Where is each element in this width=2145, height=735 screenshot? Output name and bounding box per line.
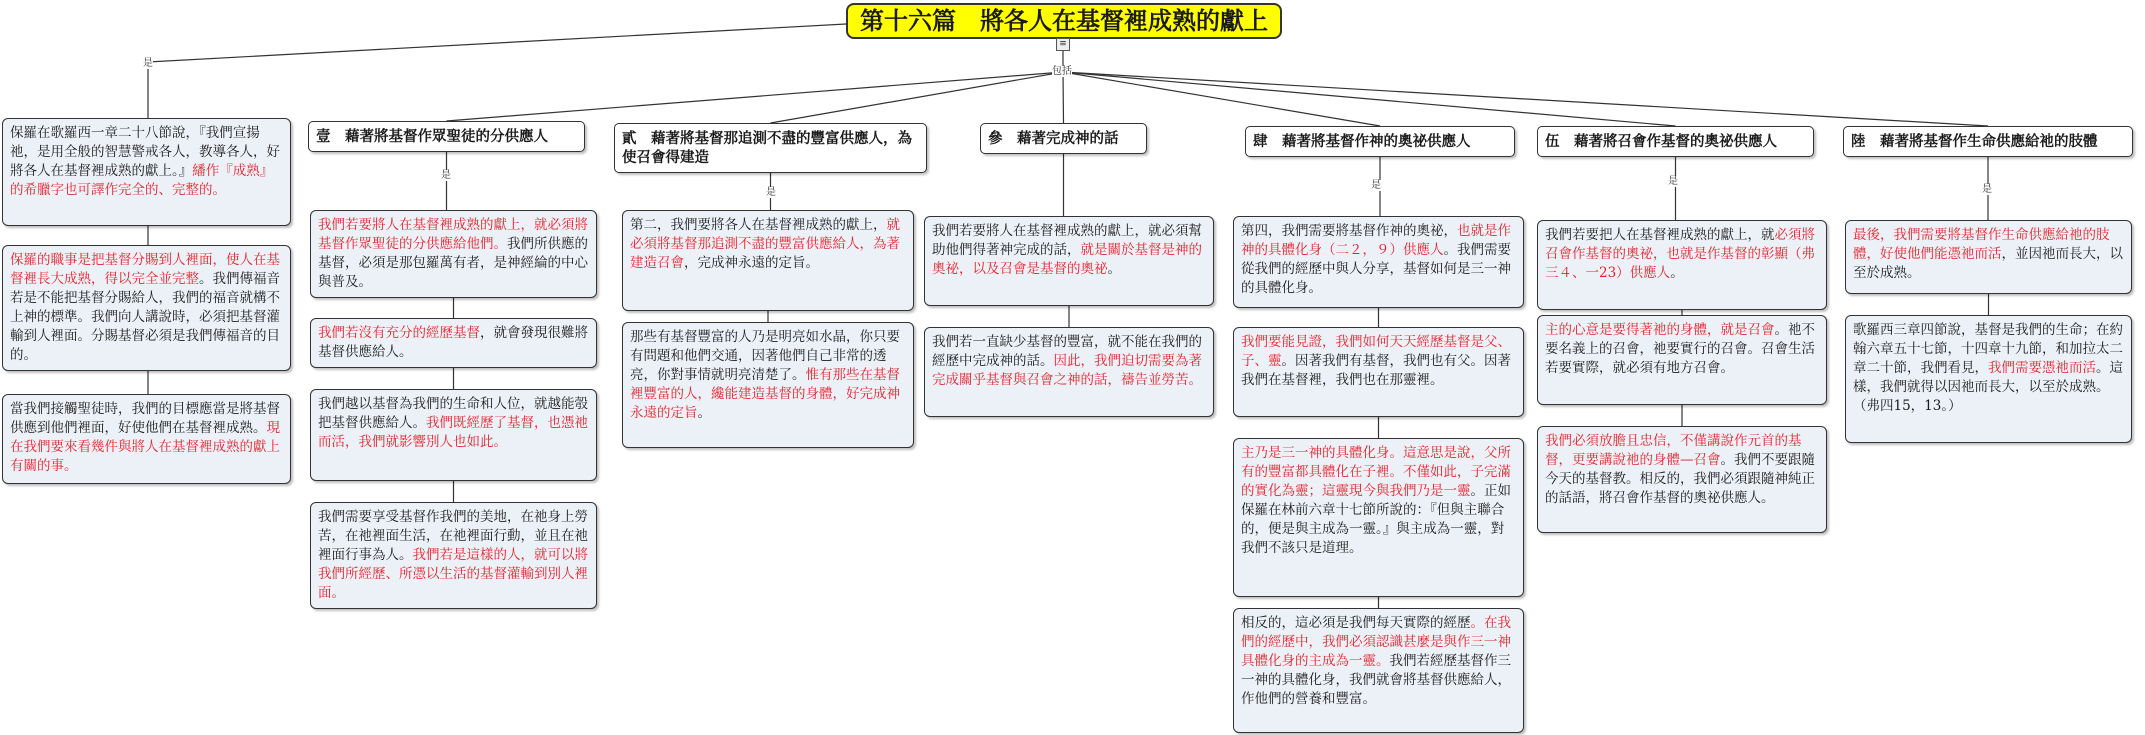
text-segment: ，就會發現很難將基督供應給人。 (318, 325, 588, 360)
text-segment: 最後，我們需要將基督作生命供應給祂的肢體，好使他們能憑祂而活 (1853, 227, 2110, 262)
detail-box (1233, 216, 1524, 308)
branch-header: 壹 藉著將基督作眾聖徒的分供應人 (308, 121, 585, 152)
text-segment: 我們所供應的基督，必須是那包羅萬有者，是神經綸的中心與普及。 (318, 236, 588, 290)
text-segment: 我們若一直缺少基督的豐富，就不能在我們的經歷中完成神的話。 (932, 334, 1202, 369)
branch-header: 肆 藉著將基督作神的奧祕供應人 (1245, 126, 1515, 157)
edge-label-is: 是 (1668, 176, 1678, 187)
detail-box (924, 327, 1214, 417)
text-segment: 保羅在歌羅西一章二十八節說，『我們宣揚祂，是用全般的智慧警戒各人，教導各人，好將各人在基督裡成熟的獻上。』 (10, 125, 280, 179)
text-segment: 。 (1670, 265, 1684, 281)
text-segment: 。祂不要名義上的召會，祂要實行的召會。召會生活若要實際，就必須有地方召會。 (1545, 322, 1815, 376)
text-segment: 當我們接觸聖徒時，我們的目標應當是將基督供應到他們裡面，好使他們在基督裡成熟。 (10, 401, 280, 436)
connector-line (1063, 72, 1676, 126)
text-segment: 我們若是這樣的人，就可以將我們所經歷、所憑以生活的基督灌輸到別人裡面。 (318, 547, 588, 601)
text-segment: 繙作『成熟』的希臘字也可譯作完全的、完整的。 (10, 163, 274, 198)
text-segment: 。 (697, 405, 711, 421)
text-segment: 相反的，這必須是我們每天實際的經歷 (1241, 615, 1471, 631)
detail-box (310, 389, 597, 481)
detail-box (310, 502, 597, 609)
edge-label-is: 是 (143, 58, 153, 69)
text-segment: 。我們不要跟隨今天的基督教。相反的，我們必須跟隨神純正的話語，將召會作基督的奧祕供應人。 (1545, 452, 1815, 506)
text-segment: 必須將召會作基督的奧祕，也就是作基督的彰顯（弗三４、一23）供應人 (1545, 227, 1815, 281)
root-detail-box (2, 394, 291, 484)
detail-box (1537, 315, 1827, 405)
text-segment: 。我們傳福音若是不能把基督分賜給人，我們的福音就構不上神的標準。我們向人講說時，必須把基督灌輸到人裡面。分賜基督必須是我們傳福音的目的。 (10, 271, 280, 363)
edge-label-includes: 包括 (1052, 66, 1072, 77)
detail-box (1233, 327, 1524, 417)
connector-line (447, 72, 1064, 121)
text-segment: 歌羅西三章四節說，基督是我們的生命；在約翰六章五十七節，十四章十九節，和加拉太二章二十節，我們看見， (1853, 322, 2123, 376)
text-segment: 主的心意是要得著祂的身體，就是召會 (1545, 322, 1775, 338)
edge-label-is: 是 (1371, 180, 1381, 191)
text-segment: ，並因祂而長大，以至於成熟。 (1853, 246, 2123, 281)
text-segment: 因此，我們迫切需要為著完成關乎基督與召會之神的話，禱告並勞苦。 (932, 353, 1202, 388)
text-segment: 就是關於基督是神的奧祕，以及召會是基督的奧祕 (932, 242, 1202, 277)
text-segment: 第四，我們需要將基督作神的奧祕， (1241, 223, 1457, 239)
root-detail-box (2, 245, 291, 371)
text-segment: 。我們需要從我們的經歷中與人分享，基督如何是三一神的具體化身。 (1241, 242, 1511, 296)
text-segment: ，完成神永遠的定旨。 (684, 255, 819, 271)
detail-box (1233, 438, 1524, 597)
connector-line (1063, 72, 1064, 123)
detail-box (1845, 315, 2132, 443)
text-segment: 那些有基督豐富的人乃是明亮如水晶，你只要有問題和他們交通，因著他們自己非常的透亮，你對事情就明亮清楚了。 (630, 329, 900, 383)
detail-box (622, 322, 914, 448)
text-segment: 我們要能見證，我們如何天天經歷基督是父、子、靈 (1241, 334, 1511, 369)
connector-line (1063, 72, 1380, 126)
text-segment: 就必須將基督那追測不盡的豐富供應給人，為著建造召會 (630, 217, 900, 271)
branch-header: 參 藉著完成神的話 (980, 123, 1147, 154)
root-note-box (2, 118, 291, 226)
connector-line (1063, 72, 1988, 126)
connector-line (771, 72, 1064, 123)
mindmap-title: 第十六篇 將各人在基督裡成熟的獻上 (846, 3, 1282, 39)
text-segment: 也就是作神的具體化身（二２，９）供應人 (1241, 223, 1511, 258)
text-segment: 我們必須放膽且忠信，不僅講說作元首的基督，更要講說祂的身體—召會 (1545, 433, 1802, 468)
text-segment: 。正如保羅在林前六章十七節所說的：『但與主聯合的，便是與主成為一靈。』與主成為一靈，對我們不該只是道理。 (1241, 483, 1511, 556)
text-segment: 第二，我們要將各人在基督裡成熟的獻上， (630, 217, 887, 233)
edge-label-is: 是 (766, 187, 776, 198)
detail-box (1537, 426, 1827, 533)
text-segment: 我們若要把人在基督裡成熟的獻上，就 (1545, 227, 1775, 243)
detail-box (622, 210, 914, 311)
text-segment: 。 (1107, 261, 1121, 277)
text-segment: 我們若要將人在基督裡成熟的獻上，就必須幫助他們得著神完成的話， (932, 223, 1202, 258)
branch-header: 伍 藉著將召會作基督的奧祕供應人 (1537, 126, 1814, 157)
detail-box (924, 216, 1214, 306)
text-segment: 我們越以基督為我們的生命和人位，就越能彀把基督供應給人。 (318, 396, 588, 431)
text-segment: 主乃是三一神的具體化身。這意思是說，父所有的豐富都具體化在子裡。不僅如此，子完滿的實化為靈；這靈現今與我們乃是一靈 (1241, 445, 1511, 499)
text-segment: 現在我們要來看幾件與將人在基督裡成熟的獻上有關的事。 (10, 420, 280, 474)
text-segment: 我們若經歷基督作三一神的具體化身，我們就會將基督供應給人，作他們的營養和豐富。 (1241, 653, 1511, 707)
text-segment: 。因著我們有基督，我們也有父。因著我們在基督裡，我們也在那靈裡。 (1241, 353, 1511, 388)
detail-box (1845, 220, 2132, 294)
text-segment: 我們需要憑祂而活 (1988, 360, 2096, 376)
note-icon[interactable]: ≡ (1056, 38, 1070, 51)
text-segment: 我們既經歷了基督，也憑祂而活，我們就影響別人也如此。 (318, 415, 588, 450)
text-segment: 我們需要享受基督作我們的美地，在祂身上勞苦，在祂裡面生活，在祂裡面行動，並且在祂裡面行事為人。 (318, 509, 588, 563)
text-segment: 我們若要將人在基督裡成熟的獻上，就必須將基督作眾聖徒的分供應給他們。 (318, 217, 588, 252)
branch-header: 貳 藉著將基督那追測不盡的豐富供應人，為使召會得建造 (614, 123, 927, 173)
detail-box (1233, 608, 1524, 733)
detail-box (1537, 220, 1827, 310)
text-segment: 我們若沒有充分的經歷基督 (318, 325, 480, 341)
edge-label-is: 是 (1982, 184, 1992, 195)
edge-label-is: 是 (441, 170, 451, 181)
connector-line (148, 24, 846, 62)
text-segment: 。這樣，我們就得以因祂而長大，以至於成熟。（弗四15，13。） (1853, 360, 2123, 414)
text-segment: 保羅的職事是把基督分賜到人裡面，使人在基督裡長大成熟，得以完全並完整 (10, 252, 280, 287)
text-segment: 。在我們的經歷中，我們必須認識甚麼是與作三一神具體化身的主成為一靈。 (1241, 615, 1511, 669)
detail-box (310, 210, 597, 298)
text-segment: 惟有那些在基督裡豐富的人，纔能建造基督的身體，好完成神永遠的定旨 (630, 367, 900, 421)
branch-header: 陸 藉著將基督作生命供應給祂的肢體 (1843, 126, 2133, 157)
detail-box (310, 318, 597, 368)
